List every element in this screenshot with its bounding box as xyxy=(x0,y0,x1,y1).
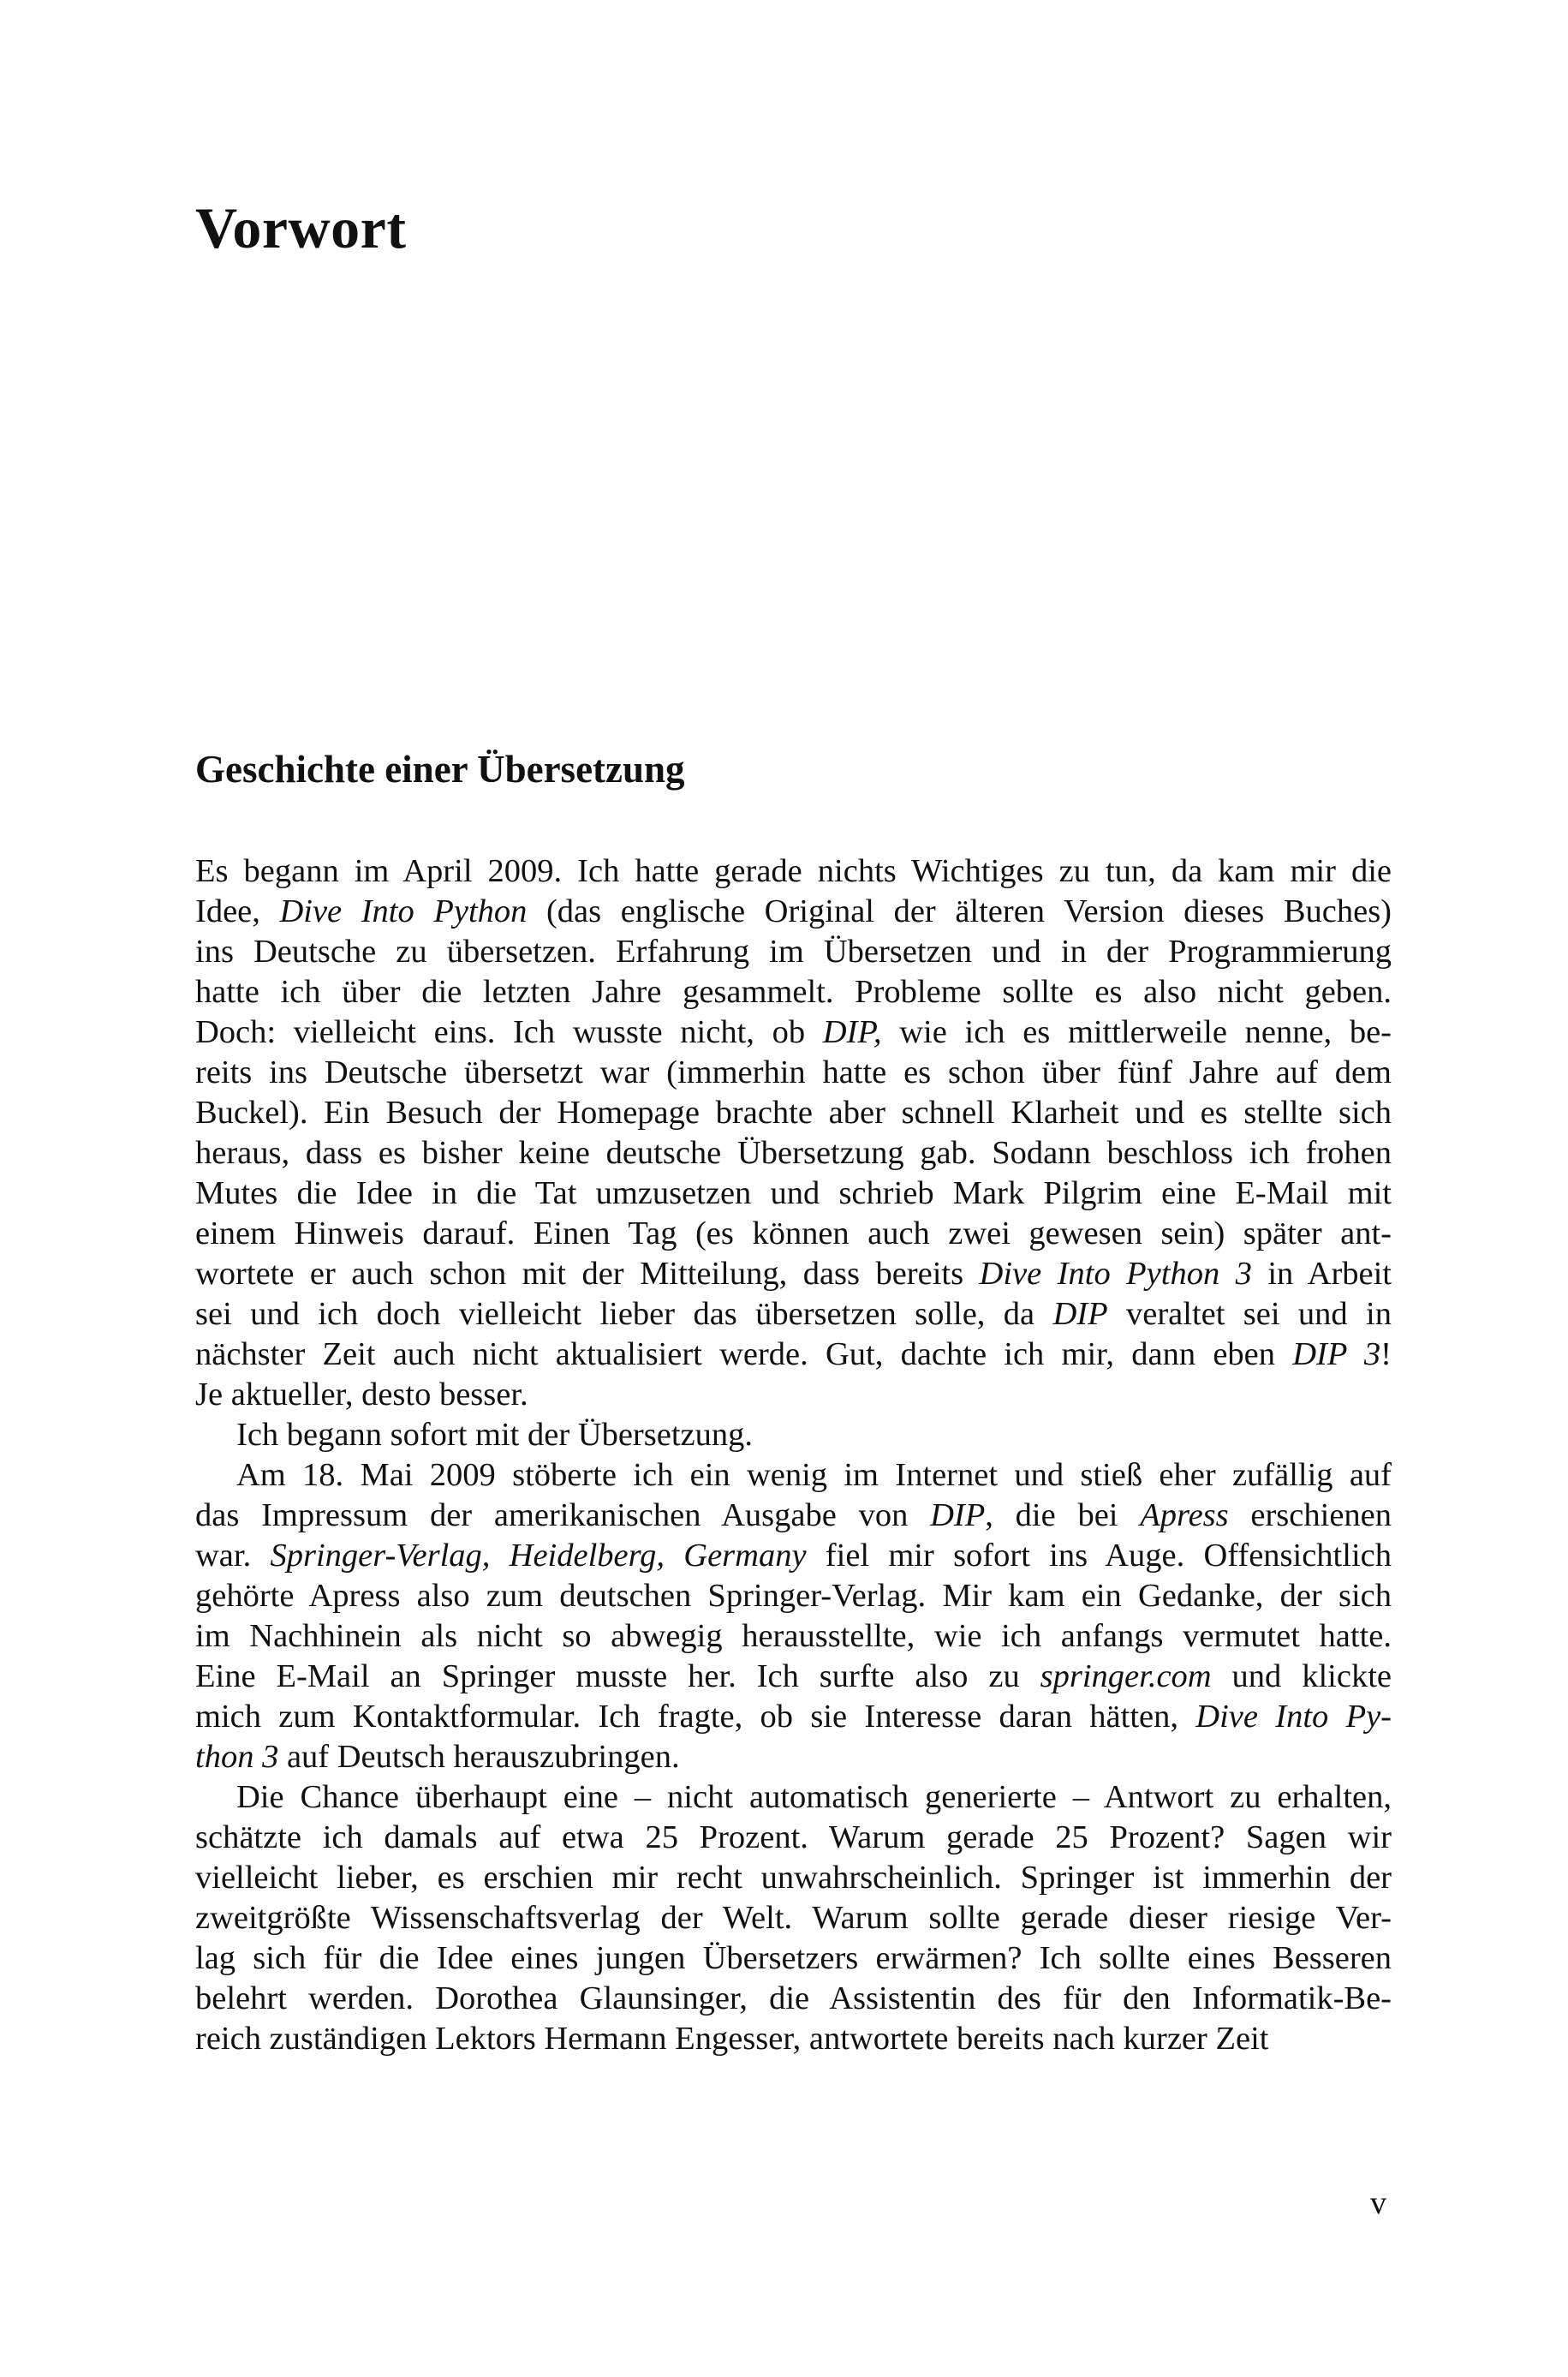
text-line: Am 18. Mai 2009 stöberte ich ein wenig im Internet und stieß eher zufällig auf xyxy=(236,1457,1392,1493)
text-line: gehörte Apress also zum deutschen Springer-Verlag. Mir kam ein Gedanke, der sich xyxy=(195,1578,1392,1614)
body-text xyxy=(195,851,1392,2059)
text-line: Ich begann sofort mit der Übersetzung. xyxy=(236,1417,753,1453)
text-line: Idee, Dive Into Python (das englische Original der älteren Version dieses Buches) xyxy=(195,893,1392,929)
italic-term: thon 3 xyxy=(195,1739,279,1775)
text-line: war. Springer-Verlag, Heidelberg, Germany fiel mir sofort ins Auge. Offensichtlich xyxy=(195,1538,1392,1574)
text-line: ins Deutsche zu übersetzen. Erfahrung im Übersetzen und in der Programmierung xyxy=(195,934,1392,970)
paragraph xyxy=(195,1777,1392,2059)
text-line: Doch: vielleicht eins. Ich wusste nicht, ob DIP, wie ich es mittlerweile nenne, be- xyxy=(195,1014,1392,1050)
italic-term: DIP, xyxy=(822,1014,882,1050)
text-line: das Impressum der amerikanischen Ausgabe von DIP, die bei Apress erschienen xyxy=(195,1497,1392,1533)
text-line: schätzte ich damals auf etwa 25 Prozent. Warum gerade 25 Prozent? Sagen wir xyxy=(195,1819,1392,1855)
italic-term: Dive Into Python xyxy=(279,893,528,929)
text-line: heraus, dass es bisher keine deutsche Übersetzung gab. Sodann beschloss ich frohen xyxy=(195,1135,1392,1171)
chapter-title: Vorwort xyxy=(195,195,407,260)
text-line: lag sich für die Idee eines jungen Übersetzers erwärmen? Ich sollte eines Besseren xyxy=(195,1940,1392,1976)
italic-term: springer.com xyxy=(1040,1658,1212,1694)
text-line: im Nachhinein als nicht so abwegig herausstellte, wie ich anfangs vermutet hatte. xyxy=(195,1618,1392,1654)
text-line: vielleicht lieber, es erschien mir recht unwahrscheinlich. Springer ist immerhin der xyxy=(195,1860,1392,1896)
text-line: nächster Zeit auch nicht aktualisiert werde. Gut, dachte ich mir, dann eben DIP 3! xyxy=(195,1336,1392,1372)
paragraph xyxy=(195,851,1392,1415)
italic-term: DIP 3 xyxy=(1292,1336,1381,1372)
text-line: thon 3 auf Deutsch herauszubringen. xyxy=(195,1739,680,1775)
text-line: Buckel). Ein Besuch der Homepage brachte aber schnell Klarheit und es stellte sich xyxy=(195,1095,1392,1131)
text-line: wortete er auch schon mit der Mitteilung, dass bereits Dive Into Python 3 in Arbeit xyxy=(195,1256,1392,1292)
italic-term: Apress xyxy=(1140,1497,1229,1533)
italic-term: Dive Into Py- xyxy=(1195,1699,1392,1735)
text-line: sei und ich doch vielleicht lieber das übersetzen solle, da DIP veraltet sei und in xyxy=(195,1296,1392,1332)
paragraph xyxy=(195,1455,1392,1777)
text-line: belehrt werden. Dorothea Glaunsinger, die Assistentin des für den Informatik-Be- xyxy=(195,1980,1392,2016)
paragraph xyxy=(195,1415,1392,1455)
text-line: mich zum Kontaktformular. Ich fragte, ob sie Interesse daran hätten, Dive Into Py- xyxy=(195,1699,1392,1735)
text-line: Es begann im April 2009. Ich hatte gerade nichts Wichtiges zu tun, da kam mir die xyxy=(195,853,1392,889)
text-line: Eine E-Mail an Springer musste her. Ich surfte also zu springer.com und klickte xyxy=(195,1658,1392,1694)
text-line: reits ins Deutsche übersetzt war (immerhin hatte es schon über fünf Jahre auf dem xyxy=(195,1054,1392,1090)
text-line: hatte ich über die letzten Jahre gesammelt. Probleme sollte es also nicht geben. xyxy=(195,974,1392,1010)
text-line: einem Hinweis darauf. Einen Tag (es können auch zwei gewesen sein) später ant- xyxy=(195,1215,1392,1251)
text-line: Mutes die Idee in die Tat umzusetzen und schrieb Mark Pilgrim eine E-Mail mit xyxy=(195,1175,1392,1211)
page-number: v xyxy=(1370,2185,1386,2221)
text-line: Die Chance überhaupt eine – nicht automatisch generierte – Antwort zu erhalten, xyxy=(236,1779,1392,1815)
italic-term: Springer-Verlag, Heidelberg, Germany xyxy=(270,1538,807,1574)
section-title: Geschichte einer Übersetzung xyxy=(195,748,685,791)
text-line: Je aktueller, desto besser. xyxy=(195,1377,528,1412)
italic-term: DIP xyxy=(1052,1296,1108,1332)
italic-term: Dive Into Python 3 xyxy=(979,1256,1252,1292)
italic-term: DIP xyxy=(930,1497,986,1533)
text-line: zweitgrößte Wissenschaftsverlag der Welt. Warum sollte gerade dieser riesige Ver- xyxy=(195,1900,1392,1936)
text-line: reich zuständigen Lektors Hermann Engesser, antwortete bereits nach kurzer Zeit xyxy=(195,2021,1269,2057)
